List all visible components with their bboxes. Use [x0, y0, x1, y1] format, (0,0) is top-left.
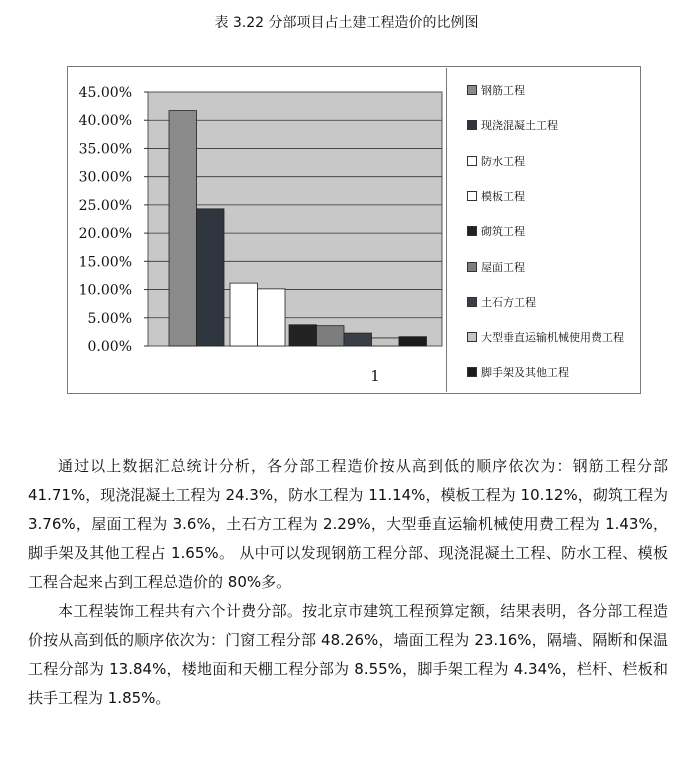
figure-caption: 表 3.22 分部项目占土建工程造价的比例图 [214, 15, 479, 31]
y-tick-label: 30.00% [78, 169, 132, 186]
bar-1 [169, 111, 197, 346]
legend-item [467, 223, 525, 239]
paragraph-2: 本工程装饰工程共有六个计费分部。按北京市建筑工程预算定额，结果表明，各分部工程造价按从高到低的顺序依次为：门窗工程分部 48.26%，墙面工程为 23.16%，隔墙、隔断和保温工程分部为 13.84%，楼地面和天棚工程分部为 8.55%，脚手架工程为 4.34%，栏杆、栏板和扶手工程为 1.85%。 [28, 602, 668, 707]
bar-7 [344, 333, 372, 346]
y-tick-label: 0.00% [87, 339, 132, 355]
legend-label: 模板工程 [481, 189, 525, 203]
bar-5 [289, 325, 317, 346]
x-category-label: 1 [370, 367, 380, 385]
bar-chart [68, 67, 446, 393]
bar-4 [258, 289, 286, 346]
legend-label: 钢筋工程 [481, 84, 525, 97]
legend-item [467, 259, 525, 275]
legend-swatch [467, 191, 477, 201]
bar-6 [317, 326, 345, 346]
legend-label: 脚手架及其他工程 [481, 366, 569, 380]
legend-swatch [467, 262, 477, 272]
legend-label: 大型垂直运输机械使用费工程 [481, 331, 624, 345]
legend-swatch [467, 85, 477, 95]
chart-legend [446, 68, 639, 392]
bar-8 [372, 338, 400, 346]
legend-label: 屋面工程 [481, 260, 525, 274]
y-tick-label: 35.00% [78, 141, 132, 158]
body-text [28, 452, 668, 713]
y-tick-label: 45.00% [78, 85, 132, 101]
bar-3 [230, 283, 258, 346]
paragraph-1: 通过以上数据汇总统计分析，各分部工程造价按从高到低的顺序依次为：钢筋工程分部 41.71%，现浇混凝土工程为 24.3%，防水工程为 11.14%，模板工程为 10.12%，砌筑工程为 3.76%，屋面工程为 3.6%，土石方工程为 2.29%，大型垂直运输机械使用费工程为 1.43%，脚手架及其他工程占 1.65%。 从中可以发现钢筋工程分部、现浇混凝土工程、防水工程、模板工程合起来占到工程总造价的 80%多。 [28, 457, 668, 591]
bar-2 [197, 209, 225, 346]
legend-item [467, 117, 558, 133]
legend-item [467, 153, 525, 169]
legend-item [467, 364, 569, 380]
legend-item [467, 329, 624, 345]
legend-swatch [467, 120, 477, 130]
y-tick-label: 20.00% [78, 226, 132, 243]
legend-swatch [467, 156, 477, 166]
y-tick-label: 5.00% [87, 310, 132, 327]
legend-item [467, 188, 525, 204]
legend-item [467, 82, 525, 98]
legend-label: 现浇混凝土工程 [481, 119, 558, 133]
legend-swatch [467, 226, 477, 236]
y-tick-label: 15.00% [78, 254, 132, 271]
legend-item [467, 294, 536, 310]
legend-label: 防水工程 [481, 154, 525, 168]
legend-swatch [467, 367, 477, 377]
legend-label: 土石方工程 [481, 295, 536, 309]
legend-swatch [467, 332, 477, 342]
legend-swatch [467, 297, 477, 307]
y-tick-label: 25.00% [78, 197, 132, 214]
legend-label: 砌筑工程 [481, 225, 525, 239]
y-tick-label: 10.00% [78, 282, 132, 299]
y-tick-label: 40.00% [78, 113, 132, 130]
bar-9 [399, 337, 427, 346]
